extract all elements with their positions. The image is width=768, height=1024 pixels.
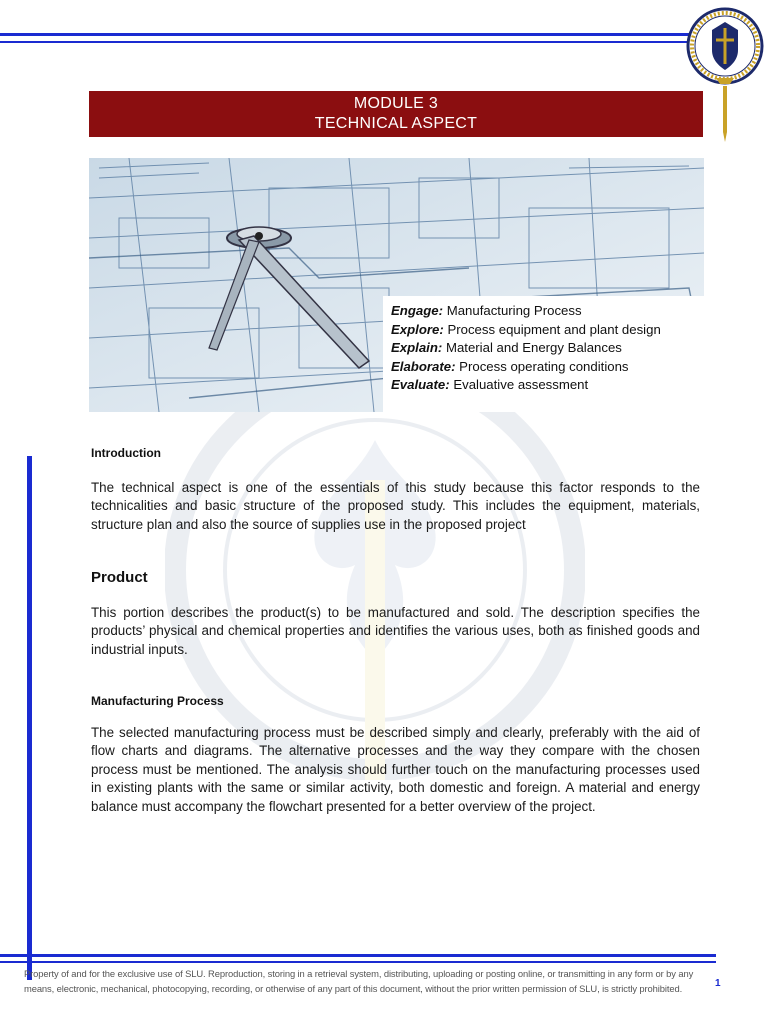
phase-key: Engage: [391, 303, 444, 318]
phase-evaluate [391, 376, 704, 395]
phase-value: Process operating conditions [459, 358, 629, 374]
phase-key: Elaborate: [391, 358, 456, 374]
top-rule-secondary [0, 41, 708, 43]
watermark-seal-icon [165, 360, 585, 780]
page-number: 1 [715, 978, 721, 989]
footer-line-2: means, electronic, mechanical, photocopying, recording, or otherwise of any part of this document, without the prior written permission of SLU, is strictly prohibited. [24, 983, 683, 994]
phase-value: Material and Energy Balances [445, 340, 622, 355]
copyright-footer [24, 966, 714, 996]
product-heading: Product [91, 569, 148, 586]
seal-sword-icon [721, 86, 729, 142]
manufacturing-heading: Manufacturing Process [91, 694, 224, 708]
phase-explain [391, 339, 704, 358]
module-subtitle: TECHNICAL ASPECT [314, 115, 478, 132]
phase-explore [391, 321, 704, 340]
product-paragraph: This portion describes the product(s) to be manufactured and sold. The description specifies the products’ physical and chemical properties and identifies the various uses, both as finished goods and industrial inputs. [91, 605, 700, 657]
phase-engage [391, 302, 704, 321]
phase-value: Manufacturing Process [446, 303, 582, 318]
bottom-rule-secondary [0, 961, 716, 963]
phase-key: Explain: [391, 340, 443, 355]
introduction-paragraph: The technical aspect is one of the essentials of this study because this factor responds to the technicalities and basic structure of the proposed study. This includes the equipment, materials, structure plan and also the source of supplies use in the proposed project [91, 480, 700, 532]
phase-elaborate [391, 358, 704, 377]
phase-key: Explore: [391, 321, 444, 337]
module-title: MODULE 3 [353, 95, 439, 112]
phase-value: Process equipment and plant design [447, 321, 661, 337]
footer-line-1: Property of and for the exclusive use of SLU. Reproduction, storing in a retrieval system, distributing, uploading or posting online, or transmitting in any form or by any [24, 968, 694, 979]
introduction-heading: Introduction [91, 446, 161, 460]
left-margin-bar [27, 456, 32, 980]
module-header [89, 91, 703, 137]
top-rule-primary [0, 33, 708, 36]
phase-key: Evaluate: [391, 377, 450, 392]
learning-phases-box [383, 296, 704, 412]
phase-value: Evaluative assessment [453, 377, 589, 392]
manufacturing-paragraph: The selected manufacturing process must be described simply and clearly, preferably with the aid of flow charts and diagrams. The alternative processes and the way they compare with the chosen process must be mentioned. The analysis should further touch on the manufacturing processes used in existing plants with the same or similar activity, both domestic and foreign. A material and energy balance must accompany the flowchart presented for a better overview of the project. [91, 725, 700, 814]
university-seal-icon [686, 4, 764, 96]
bottom-rule-primary [0, 954, 716, 957]
